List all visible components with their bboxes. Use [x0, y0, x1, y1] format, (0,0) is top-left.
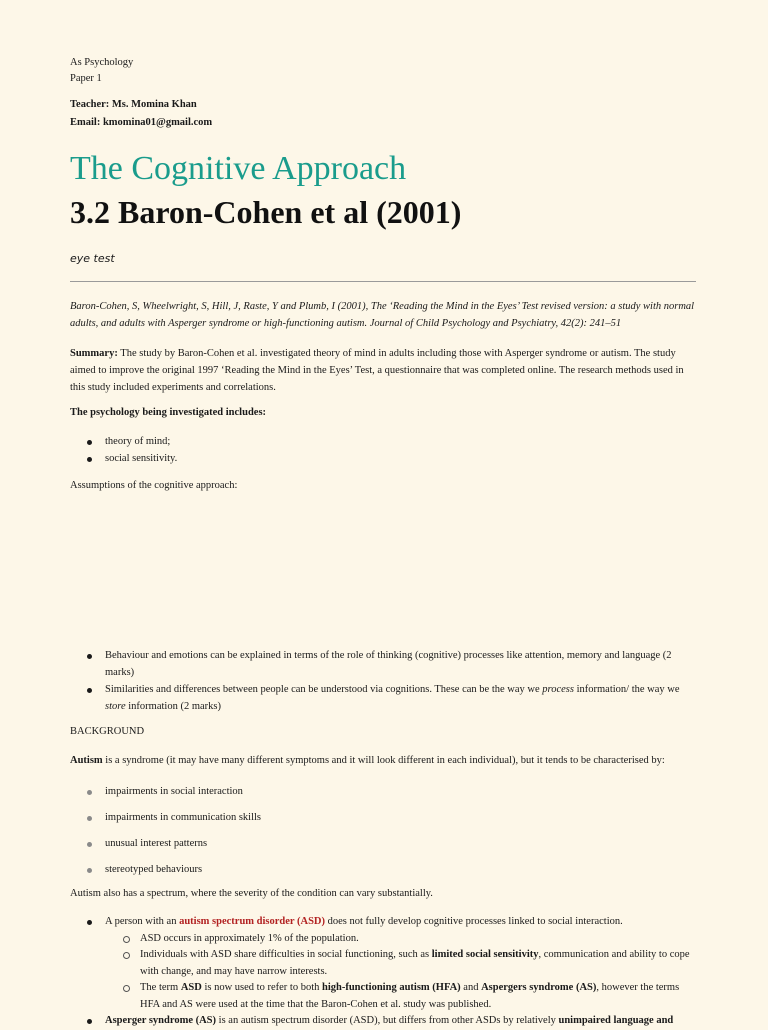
citation: Baron-Cohen, S, Wheelwright, S, Hill, J, Raste, Y and Plumb, I (2001), The ‘Reading the Mind in the Eyes’ Test revised version: a study with normal adults, and adults with Asperger syndrome or high-functioning autism. Journal of Child Psychology and Psychiatry, 42(2): 241–51	[70, 301, 695, 329]
bullet-icon	[87, 790, 92, 795]
list-item: unusual interest patterns	[70, 836, 696, 853]
autism-traits-list	[70, 784, 696, 888]
assumptions-heading: Assumptions of the cognitive approach:	[70, 480, 238, 491]
summary-label: Summary:	[70, 348, 118, 359]
email-label: Email: kmomina01@gmail.com	[70, 117, 213, 128]
list-item: A person with an autism spectrum disorder (ASD) does not fully develop cognitive processes linked to social interaction. ASD occurs in approximately 1% of the population. Individuals with ASD share difficulties in social functioning, such as limited social sensitivity, communication and ability to cope with change, and may have narrow interests. The term ASD is now used to refer to both high-functioning autism (HFA) and Aspergers syndrome (AS), however the terms HFA and AS were used at the time that the Baron-Cohen et al. study was published.	[70, 914, 696, 1013]
background-heading: BACKGROUND	[70, 726, 145, 737]
list-item: Similarities and differences between people can be understood via cognitions. These can be the way we process information/ the way we store information (2 marks)	[70, 682, 696, 715]
summary-text: The study by Baron-Cohen et al. investigated theory of mind in adults including those with Asperger syndrome or autism. The study aimed to improve the original 1997 ‘Reading the Mind in the Eyes’ Test, a questionnaire that was completed online. The research methods used in this study included experiments and correlations.	[70, 348, 684, 393]
bullet-icon	[87, 1019, 92, 1024]
list-item: Individuals with ASD share difficulties in social functioning, such as limited social sensitivity, communication and ability to cope with change, and may have narrow interests.	[105, 947, 696, 980]
list-item: ASD occurs in approximately 1% of the population.	[105, 931, 696, 948]
psychology-heading: The psychology being investigated includes:	[70, 407, 267, 418]
circle-bullet-icon	[123, 985, 130, 992]
bullet-icon	[87, 816, 92, 821]
paper-label: Paper 1	[70, 73, 102, 84]
subtitle: eye test	[70, 252, 115, 265]
bullet-icon	[87, 868, 92, 873]
circle-bullet-icon	[123, 952, 130, 959]
asd-highlight: autism spectrum disorder (ASD)	[179, 916, 326, 927]
asd-list	[70, 914, 696, 1030]
bullet-icon	[87, 457, 92, 462]
bullet-icon	[87, 654, 92, 659]
bullet-icon	[87, 440, 92, 445]
list-item: impairments in communication skills	[70, 810, 696, 827]
divider	[70, 281, 696, 282]
list-item: Behaviour and emotions can be explained in terms of the role of thinking (cognitive) processes like attention, memory and language (2 marks)	[70, 648, 696, 681]
list-item: impairments in social interaction	[70, 784, 696, 801]
bullet-icon	[87, 920, 92, 925]
teacher-label: Teacher: Ms. Momina Khan	[70, 99, 197, 110]
summary-paragraph	[70, 345, 696, 396]
bullet-icon	[87, 842, 92, 847]
list-item: Asperger syndrome (AS) is an autism spectrum disorder (ASD), but differs from other ASDs by relatively unimpaired language and	[70, 1013, 696, 1030]
autism-paragraph: Autism is a syndrome (it may have many different symptoms and it will look different in each individual), but it tends to be characterised by:	[70, 755, 665, 766]
course-label: As Psychology	[70, 57, 134, 68]
list-item: theory of mind;	[70, 434, 696, 451]
list-item: The term ASD is now used to refer to both high-functioning autism (HFA) and Aspergers syndrome (AS), however the terms HFA and AS were used at the time that the Baron-Cohen et al. study was published.	[105, 980, 696, 1013]
list-item: stereotyped behaviours	[70, 862, 696, 879]
assumptions-list	[70, 648, 696, 716]
bullet-icon	[87, 688, 92, 693]
spectrum-paragraph: Autism also has a spectrum, where the severity of the condition can vary substantially.	[70, 888, 433, 899]
study-title: 3.2 Baron-Cohen et al (2001)	[70, 194, 462, 230]
approach-title: The Cognitive Approach	[70, 150, 407, 187]
asd-sublist	[105, 931, 696, 1014]
psychology-list	[70, 434, 696, 467]
circle-bullet-icon	[123, 936, 130, 943]
list-item: social sensitivity.	[70, 451, 696, 468]
